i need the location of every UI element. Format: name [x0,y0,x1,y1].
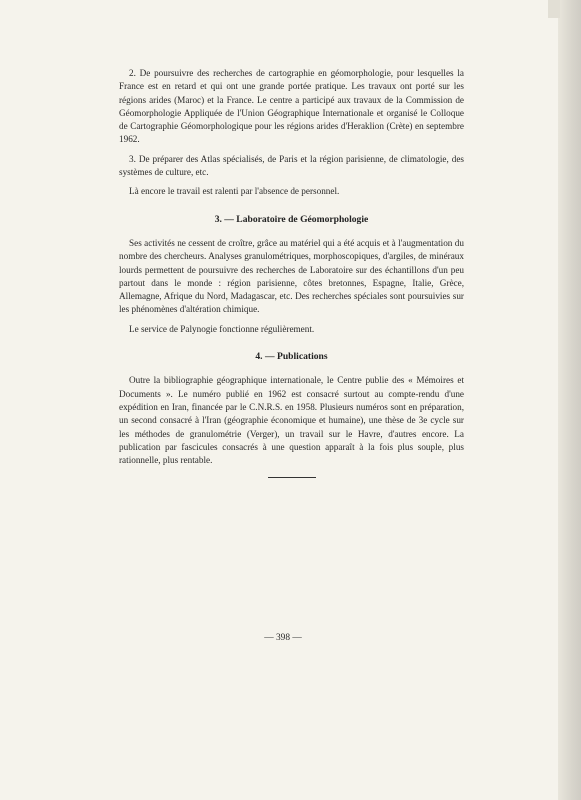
page-number: — 398 — [264,633,302,643]
paragraph-personnel: Là encore le travail est ralenti par l'absence de personnel. [129,186,340,197]
paragraph-publications: Outre la bibliographie géographique internationale, le Centre publie des « Mémoires et Documents ». Le numéro publié en 1962 est consacré surtout au compte-rendu d'une expédition en Iran, financée par le C.N.R.S. en 1958. Plusieurs numéros sont en préparation, un second consacré à l'Iran (géographie économique et humaine), une thèse de 3e cycle sur les méthodes de granulométrie (Verger), un travail sur le Havre, d'autres encore. La publication par fascicules consacrés à une question apparaît à la fois plus souple, plus rationnelle, plus rentable. [119,375,464,466]
page-corner [548,0,560,18]
section-title-laboratoire: 3. — Laboratoire de Géomorphologie [214,213,369,225]
paragraph-atlas: 3. De préparer des Atlas spécialisés, de Paris et la région parisienne, de climatologie, des systèmes de culture, etc. [119,153,464,178]
paragraph-activites: Ses activités ne cessent de croître, grâce au matériel qui a été acquis et à l'augmentation du nombre des chercheurs. Analyses granulométriques, morphoscopiques, d'argiles, de minéraux lourds permettent de poursuivre des recherches de Laboratoire sur des échantillons d'un peu partout dans le monde : région parisienne, côtes bretonnes, Espagne, Italie, Grèce, Allemagne, Afrique du Nord, Madagascar, etc. Des recherches spéciales sont poursuivies sur les phénomènes d'altération chimique. [119,237,464,315]
end-rule [268,477,316,478]
page-edge [558,0,581,800]
section-title-publications: 4. — Publications [255,351,328,363]
page-body [119,67,464,478]
paragraph-palynogie: Le service de Palynogie fonctionne régulièrement. [129,323,315,334]
paragraph-cartographie: 2. De poursuivre des recherches de cartographie en géomorphologie, pour lesquelles la France est en retard et qui ont une grande portée pratique. Les travaux ont porté sur les régions arides (Maroc) et la France. Le centre a participé aux travaux de la Commission de Géomorphologie Appliquée de l'Union Géographique Internationale et organisé le Colloque de Cartographie Géomorphologique pour les régions arides d'Heraklion (Crète) en septembre 1962. [119,68,464,145]
